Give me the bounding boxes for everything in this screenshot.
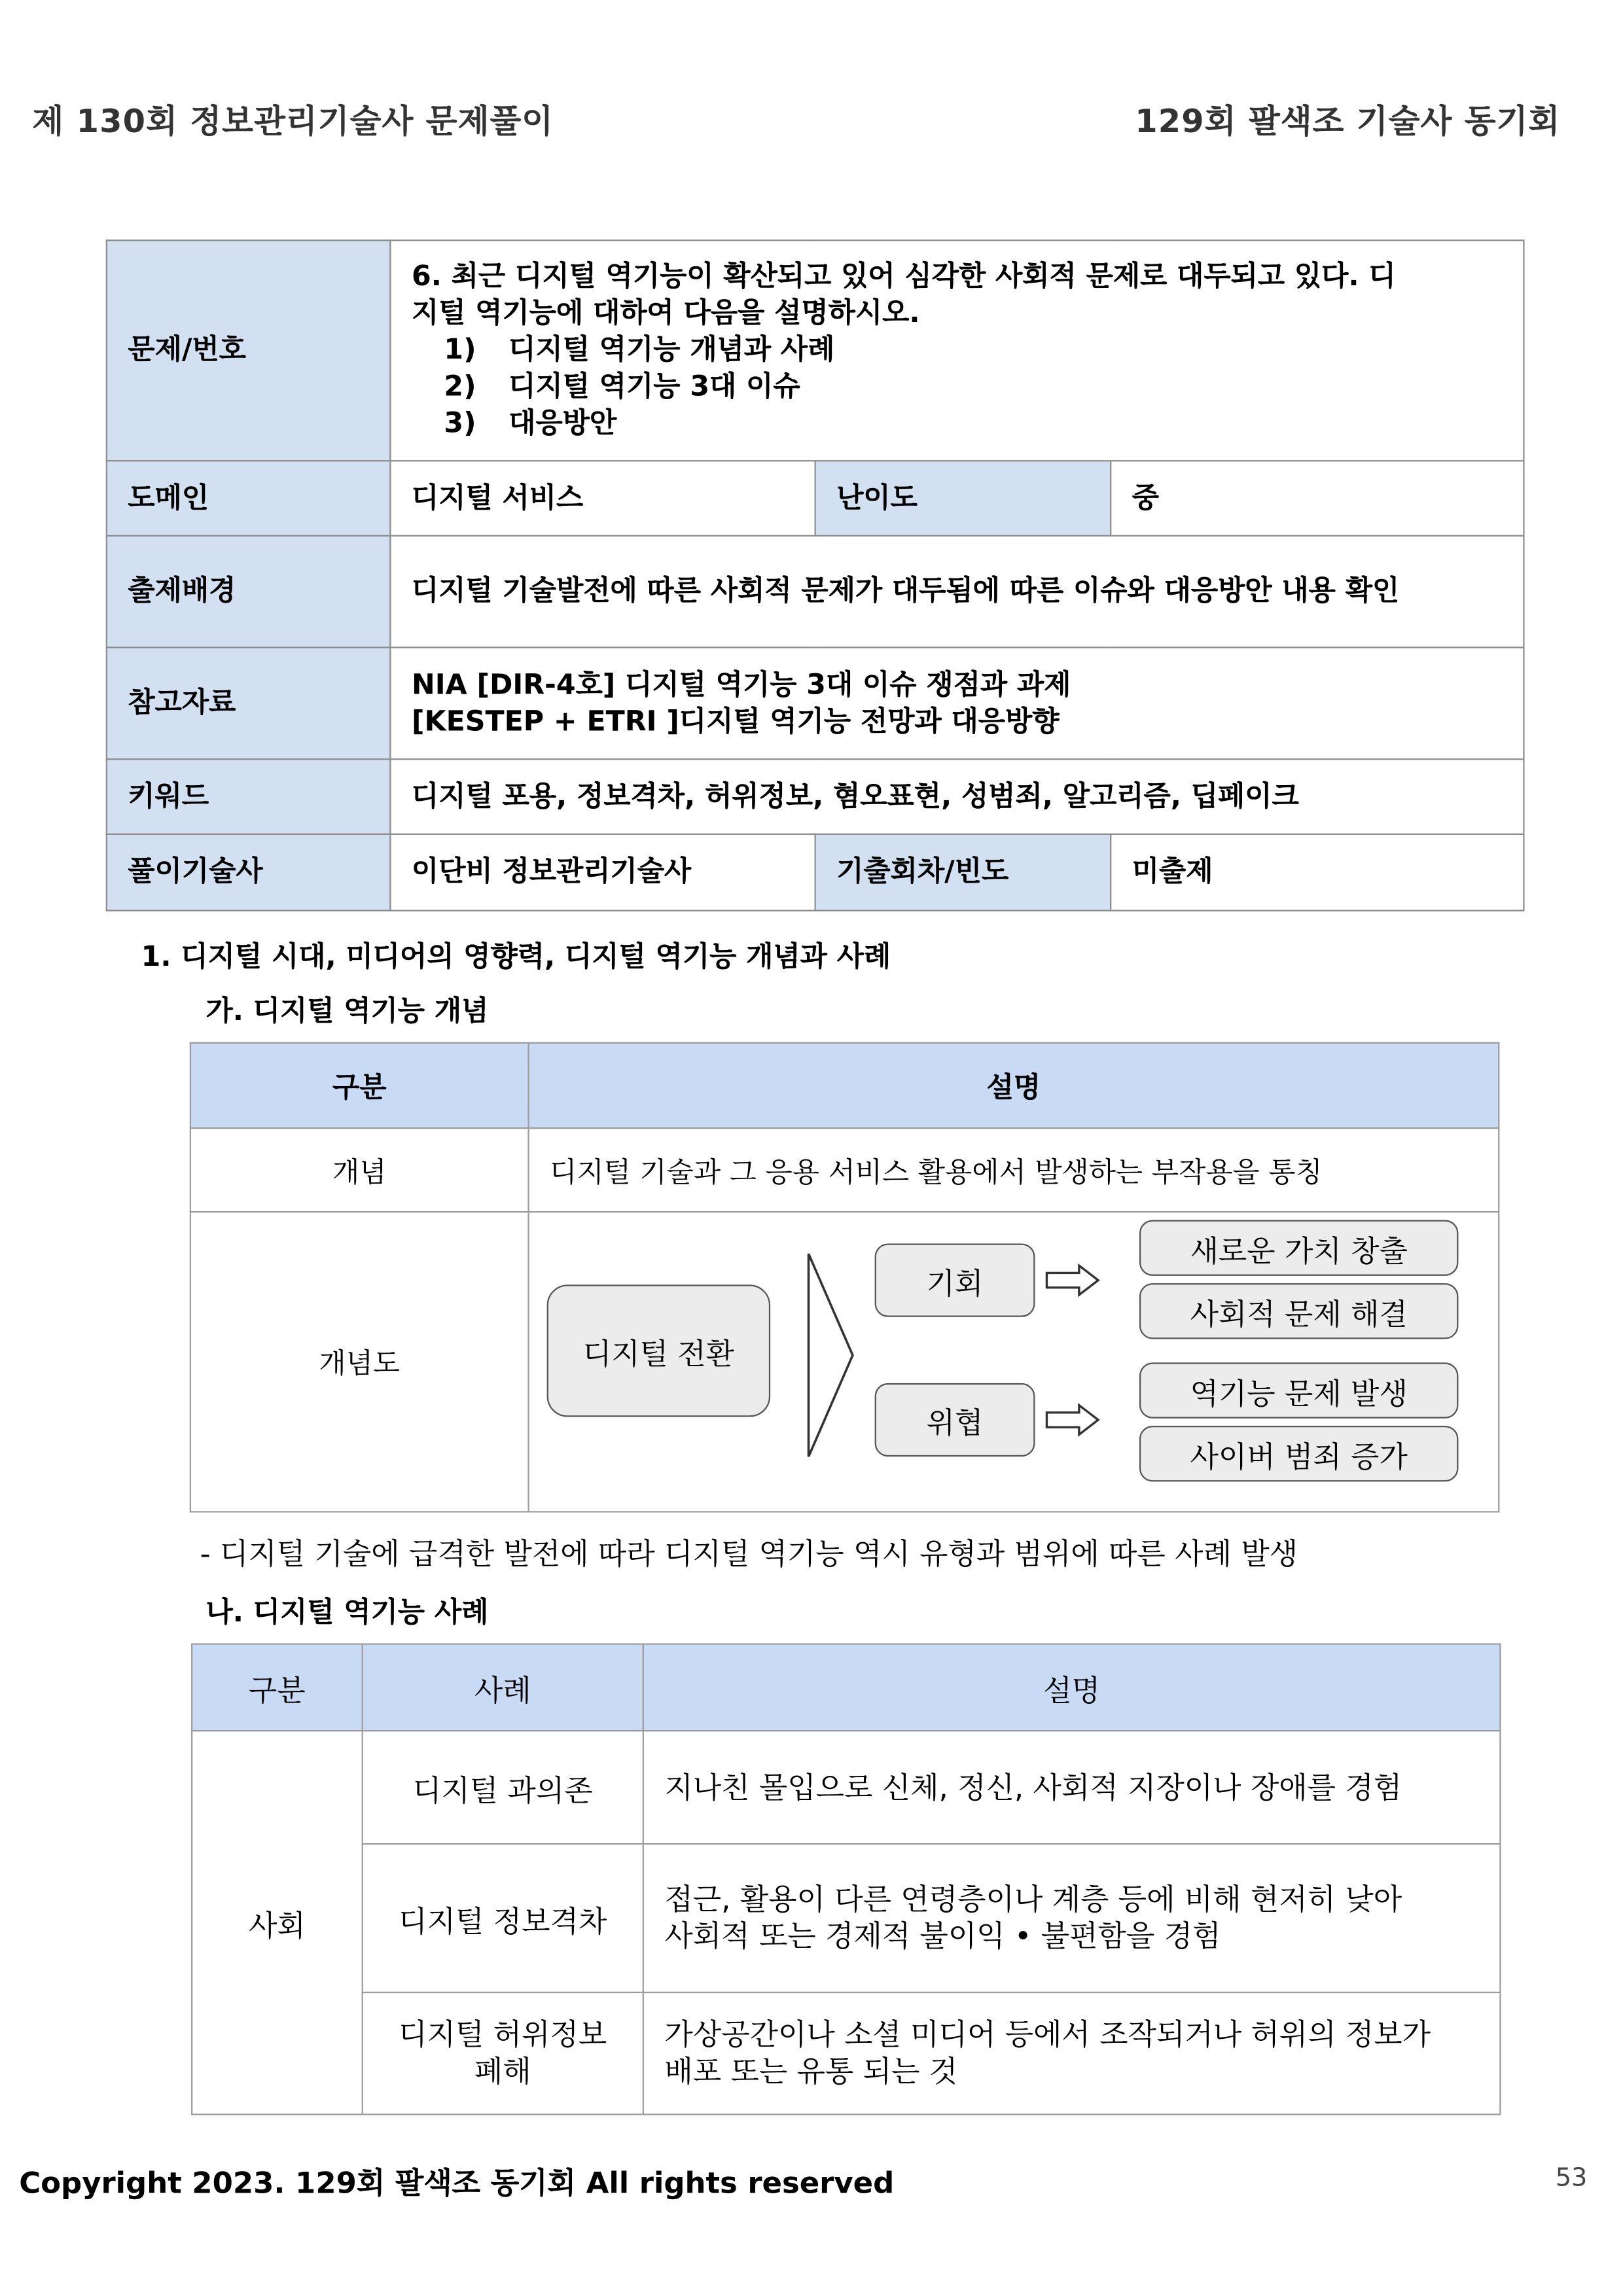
case-desc: 가상공간이나 소셜 미디어 등에서 조작되거나 허위의 정보가 배포 또는 유통 되는 것	[643, 1992, 1501, 2114]
reference-cell	[390, 648, 1524, 760]
question-label: 문제/번호	[107, 240, 391, 461]
question-cell	[390, 240, 1524, 461]
diagram-label: 개념도	[190, 1212, 529, 1511]
concept-header-desc: 설명	[529, 1043, 1499, 1128]
reference-line: NIA [DIR-4호] 디지털 역기능 3대 이슈 쟁점과 과제	[411, 667, 1071, 701]
result-box: 역기능 문제 발생	[1139, 1362, 1458, 1418]
subsection-a-title: 가. 디지털 역기능 개념	[205, 995, 489, 1028]
right-arrow-icon	[1044, 1402, 1103, 1438]
result-box: 새로운 가치 창출	[1139, 1220, 1458, 1276]
frequency-value: 미출제	[1111, 834, 1524, 911]
result-box: 사이버 범죄 증가	[1139, 1426, 1458, 1481]
table-row	[192, 1844, 1500, 1992]
question-sub-list	[412, 332, 1503, 442]
difficulty-value: 중	[1111, 461, 1524, 536]
copyright: Copyright 2023. 129회 팔색조 동기회 All rights reserved	[19, 2164, 895, 2200]
frequency-label: 기출회차/빈도	[815, 834, 1111, 911]
case-name: 디지털 정보격차	[363, 1844, 643, 1992]
solver-value: 이단비 정보관리기술사	[390, 834, 815, 911]
domain-value: 디지털 서비스	[390, 461, 815, 536]
difficulty-label: 난이도	[815, 461, 1111, 536]
case-desc: 접근, 활용이 다른 연령층이나 계층 등에 비해 현저히 낮아 사회적 또는 경제적 불이익 • 불편함을 경험	[643, 1844, 1501, 1992]
digital-transformation-box: 디지털 전환	[547, 1284, 770, 1417]
reference-line: [KESTEP + ETRI ]디지털 역기능 전망과 대응방향	[411, 705, 1060, 737]
case-name: 디지털 허위정보 폐해	[363, 1992, 643, 2114]
reference-label: 참고자료	[107, 648, 391, 760]
cases-table	[191, 1643, 1501, 2115]
case-name: 디지털 과의존	[363, 1731, 643, 1844]
question-line-2: 지털 역기능에 대하여 다음을 설명하시오.	[411, 296, 920, 330]
header-right: 129회 팔색조 기술사 동기회	[1135, 104, 1561, 141]
sub-item: 3) 대응방안	[444, 407, 617, 440]
solver-label: 풀이기술사	[107, 834, 391, 911]
question-line-1: 6. 최근 디지털 역기능이 확산되고 있어 심각한 사회적 문제로 대두되고 있다. 디	[411, 260, 1396, 293]
branch-chevron-icon	[806, 1251, 855, 1460]
table-row	[192, 1992, 1500, 2114]
concept-desc: 디지털 기술과 그 응용 서비스 활용에서 발생하는 부작용을 통칭	[529, 1128, 1499, 1212]
concept-header-category: 구분	[190, 1043, 529, 1128]
background-label: 출제배경	[107, 536, 391, 648]
cases-header-desc: 설명	[643, 1644, 1501, 1731]
opportunity-box: 기회	[875, 1243, 1035, 1316]
result-box: 사회적 문제 해결	[1139, 1283, 1458, 1339]
cases-header-category: 구분	[192, 1644, 363, 1731]
domain-label: 도메인	[107, 461, 391, 536]
background-value: 디지털 기술발전에 따른 사회적 문제가 대두됨에 따른 이슈와 대응방안 내용 확인	[390, 536, 1524, 648]
case-desc: 지나친 몰입으로 신체, 정신, 사회적 지장이나 장애를 경험	[643, 1731, 1501, 1844]
subsection-b-title: 나. 디지털 역기능 사례	[205, 1596, 489, 1629]
threat-box: 위협	[875, 1383, 1035, 1457]
sub-item: 1) 디지털 역기능 개념과 사례	[444, 333, 835, 366]
cases-category: 사회	[192, 1731, 363, 2114]
question-info-table	[106, 239, 1525, 911]
keyword-value: 디지털 포용, 정보격차, 허위정보, 혐오표현, 성범죄, 알고리즘, 딥페이크	[390, 759, 1524, 834]
page-number: 53	[1555, 2163, 1588, 2193]
table-row	[192, 1731, 1500, 1844]
right-arrow-icon	[1044, 1263, 1103, 1298]
keyword-label: 키워드	[107, 759, 391, 834]
header-left: 제 130회 정보관리기술사 문제풀이	[32, 104, 554, 141]
note-text: - 디지털 기술에 급격한 발전에 따라 디지털 역기능 역시 유형과 범위에 따른 사례 발생	[200, 1536, 1298, 1572]
concept-label: 개념	[190, 1128, 529, 1212]
cases-header-case: 사례	[363, 1644, 643, 1731]
sub-item: 2) 디지털 역기능 3대 이슈	[444, 370, 800, 403]
section-title: 1. 디지털 시대, 미디어의 영향력, 디지털 역기능 개념과 사례	[141, 940, 891, 974]
